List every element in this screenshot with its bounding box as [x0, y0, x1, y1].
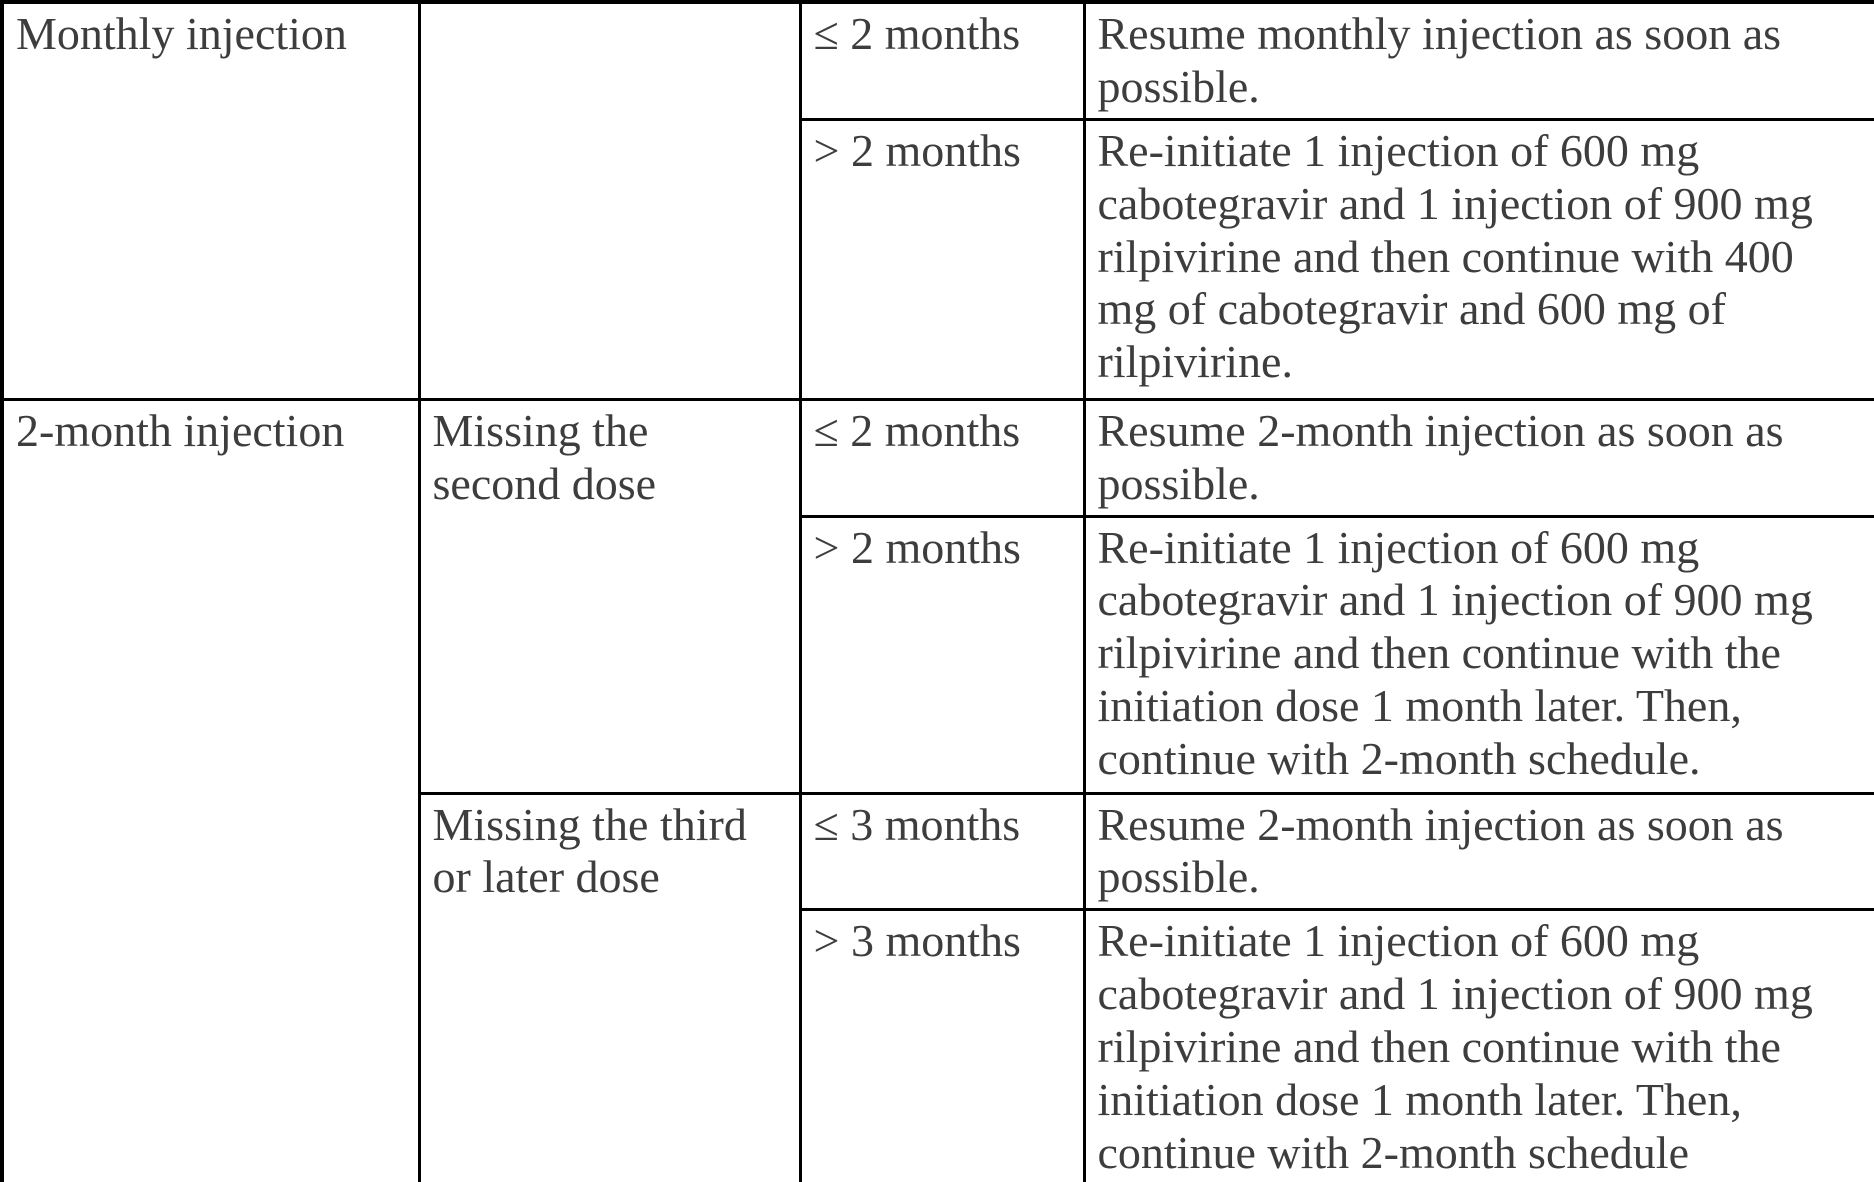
cell-recommendation: Resume 2-month injection as soon as possible. [1084, 399, 1874, 516]
cell-missed-dose-second: Missing the second dose [419, 399, 800, 793]
cell-missed-dose-third-or-later: Missing the third or later dose [419, 793, 800, 1182]
cell-time-since-missed: > 3 months [800, 910, 1084, 1182]
cell-recommendation: Re-initiate 1 injection of 600 mg cabotegravir and 1 injection of 900 mg rilpivirine and then continue with the initiation dose 1 month later. Then, continue with 2-month schedule [1084, 910, 1874, 1182]
cell-time-since-missed: ≤ 2 months [800, 2, 1084, 119]
cell-time-since-missed: > 2 months [800, 119, 1084, 399]
table-row [2, 2, 1874, 119]
cell-time-since-missed: > 2 months [800, 516, 1084, 793]
cell-missed-dose-monthly-empty [419, 2, 800, 399]
cell-recommendation: Resume 2-month injection as soon as possible. [1084, 793, 1874, 910]
cell-recommendation: Re-initiate 1 injection of 600 mg cabotegravir and 1 injection of 900 mg rilpivirine and then continue with the initiation dose 1 month later. Then, continue with 2-month schedule. [1084, 516, 1874, 793]
cell-injection-type-monthly: Monthly injection [2, 2, 419, 399]
cell-time-since-missed: ≤ 2 months [800, 399, 1084, 516]
cell-injection-type-2-month: 2-month injection [2, 399, 419, 1182]
cell-recommendation: Re-initiate 1 injection of 600 mg cabotegravir and 1 injection of 900 mg rilpivirine and then continue with 400 mg of cabotegravir and 600 mg of rilpivirine. [1084, 119, 1874, 399]
table-row [2, 399, 1874, 516]
cell-time-since-missed: ≤ 3 months [800, 793, 1084, 910]
cell-recommendation: Resume monthly injection as soon as possible. [1084, 2, 1874, 119]
